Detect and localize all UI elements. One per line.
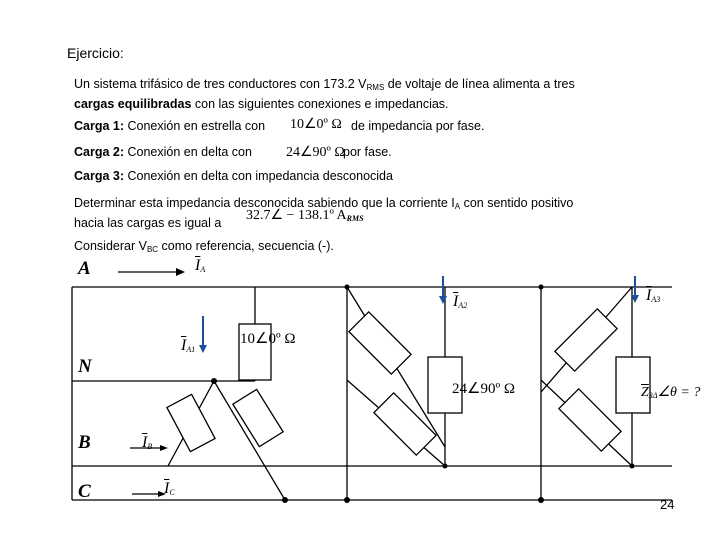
intro-line1-sub: RMS — [366, 83, 385, 92]
determinar-line2: hacia las cargas es igual a — [74, 216, 222, 230]
carga1-after: de impedancia por fase. — [351, 119, 485, 133]
current-ia1-main: $\overline{I}$ — [181, 337, 187, 354]
current-label-ia3 — [646, 286, 660, 310]
z2-ca-resistor — [374, 393, 436, 455]
intro-line2-rest: con las siguientes conexiones e impedancias. — [191, 97, 449, 111]
intro-line1-a: Un sistema trifásico de tres conductores con 173.2 V — [74, 77, 367, 91]
arrow-ia-head — [176, 268, 185, 276]
arrow-ia1-head — [199, 345, 207, 353]
current-ia-main: $\overline{I}$ — [195, 257, 201, 274]
carga2-desc: Conexión en delta con — [124, 145, 252, 159]
junction-star — [211, 378, 217, 384]
determinar-line1-b: con sentido positivo — [460, 196, 574, 210]
line-label-a: A — [78, 258, 91, 279]
carga1-value: 10∠0º Ω — [290, 117, 342, 132]
determinar-line1-a: Determinar esta impedancia desconocida sabiendo que la corriente I — [74, 196, 455, 210]
carga1-desc: Conexión en estrella con — [124, 119, 266, 133]
current-ia3-main: $\overline{I}$ — [646, 287, 652, 304]
current-label-ia2 — [453, 292, 467, 316]
z1-label: 10∠0º Ω — [240, 331, 296, 347]
current-ia3-sub: A3 — [651, 295, 661, 304]
carga3-label: Carga 3: — [74, 169, 125, 183]
considerar-sub: BC — [146, 245, 159, 254]
determinar-value-main: 32.7∠ − 138.1º A — [246, 208, 347, 223]
z3-label-main: $\overline{Z}$ — [641, 385, 649, 400]
line-label-c: C — [78, 481, 91, 502]
carga2-value: 24∠90º Ω — [286, 145, 345, 160]
considerar-a: Considerar V — [74, 239, 147, 253]
intro-line1-b: de voltaje de línea alimenta a tres — [384, 77, 575, 91]
z3-label — [641, 384, 700, 405]
line-label-n: N — [78, 356, 92, 377]
current-label-ib — [142, 433, 152, 457]
z3-label-rest: ∠θ = ? — [657, 385, 701, 400]
current-ia2-main: $\overline{I}$ — [453, 293, 459, 310]
intro-line2-bold: cargas equilibradas — [74, 97, 192, 111]
current-ic-sub: C — [169, 488, 175, 497]
z2-label: 24∠90º Ω — [452, 381, 515, 397]
carga2-after: por fase. — [343, 145, 392, 159]
determinar-value-sub: RMS — [346, 214, 364, 223]
z3-label-sub: 3Δ — [648, 391, 658, 400]
z1-b-resistor — [167, 394, 215, 451]
arrow-ia2-head — [439, 296, 447, 304]
z3-ab-resistor — [555, 309, 617, 371]
current-ia-sub: A — [200, 265, 206, 274]
page-number: 24 — [660, 497, 675, 512]
current-label-ic — [164, 479, 175, 503]
carga3-desc: Conexión en delta con impedancia desconocida — [124, 169, 393, 183]
current-ia2-sub: A2 — [458, 301, 468, 310]
current-ic-main: $\overline{I}$ — [164, 480, 170, 497]
line-label-b: B — [78, 432, 91, 453]
carga2-label: Carga 2: — [74, 145, 125, 159]
z3-ca-resistor — [559, 389, 621, 451]
carga1-label: Carga 1: — [74, 119, 125, 133]
z2-ab-resistor — [349, 312, 411, 374]
determinar-line1-sub: A — [454, 202, 461, 211]
exercise-title: Ejercicio: — [67, 45, 124, 61]
current-label-ia1 — [181, 336, 195, 360]
current-ia1-sub: A1 — [186, 345, 196, 354]
current-label-ia — [195, 256, 205, 280]
arrow-ib-head — [160, 445, 168, 451]
considerar-b: como referencia, secuencia (-). — [158, 239, 334, 253]
current-ib-sub: B — [147, 442, 153, 451]
z1-c-resistor — [233, 389, 283, 446]
current-ib-main: $\overline{I}$ — [142, 434, 148, 451]
